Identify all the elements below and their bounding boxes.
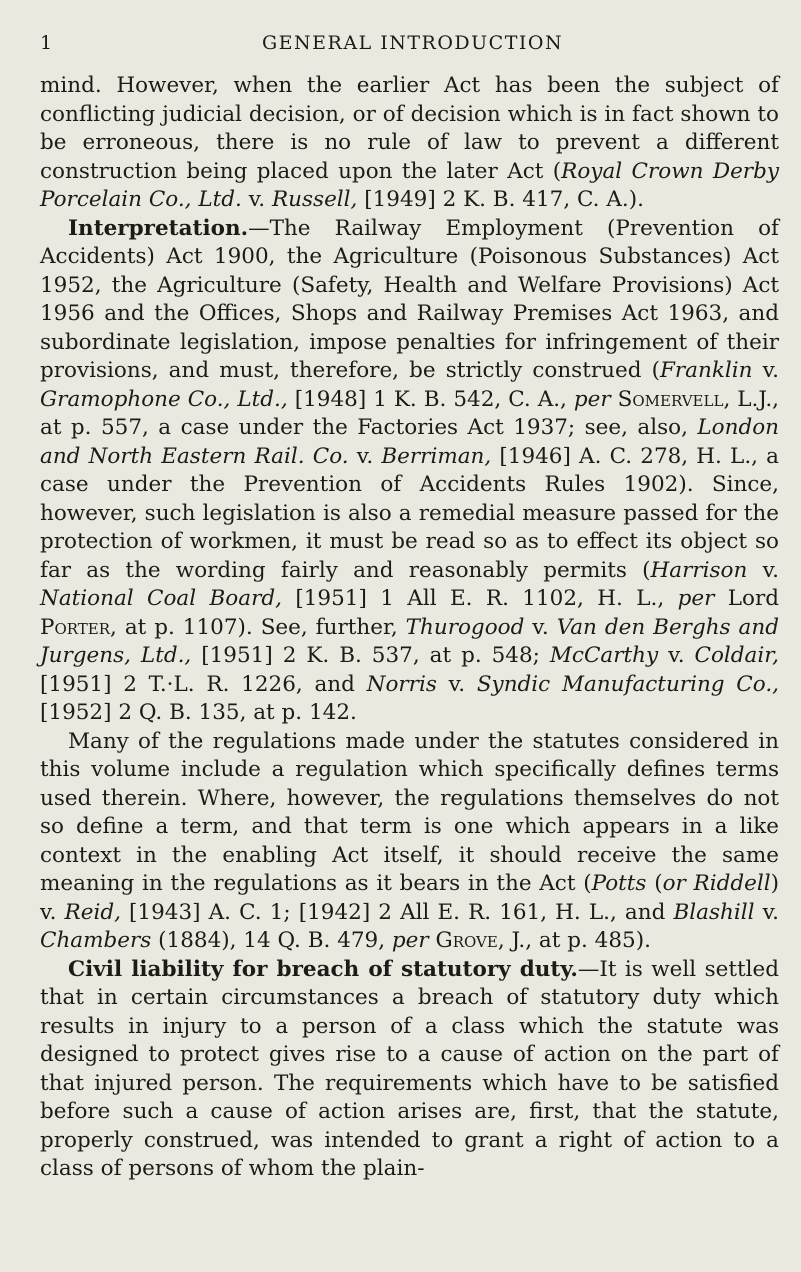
text-run: —The Railway Employment (Prevention of Accidents) Act 1900, the Agriculture (Poisonous Substances) Act 1952, the Agriculture (Safety, Health and Welfare Provisions) Act 1956 and the Offices, Shops and Railway Premises Act 1963, and subordinate legislation, impose penalties for infringement of their provisions, and must, therefore, be strictly construed ( [40, 215, 779, 383]
text-run: [1949] 2 K. B. 417, C. A.). [357, 187, 644, 212]
italic-run: Gramophone Co., Ltd., [40, 386, 288, 412]
italic-run: Reid, [64, 899, 121, 925]
text-run: [1946] A. C. 278, H. L., a case under the Prevention of Accidents Rules 1902). Since, however, such legislation is also a remedial measure passed for the protection of workmen, it must be read so as to effect its object so far as the wording fairly and reasonably permits ( [40, 443, 779, 583]
italic-run: Potts [591, 871, 647, 896]
name-small-caps: Grove [435, 928, 498, 953]
italic-run: Russell, [271, 187, 358, 212]
text-run [611, 387, 618, 412]
italic-run: London and North Eastern Rail. Co. [40, 415, 779, 469]
section-heading: Interpretation. [68, 215, 249, 241]
name-small-caps: Somervell [617, 386, 724, 412]
text-run: v. [658, 643, 695, 668]
text-run: v. [747, 557, 779, 583]
text-run: v. [754, 899, 779, 925]
running-header [40, 32, 779, 72]
text-run: v. [348, 443, 382, 469]
text-run: v. [524, 614, 557, 640]
text-run: v. [241, 187, 272, 212]
text-run: Lord [714, 586, 779, 611]
italic-run: Van den Berghs and Jurgens, Ltd., [40, 614, 779, 668]
italic-run: Franklin [659, 358, 753, 383]
text-run [429, 928, 436, 953]
text-run: , L.J., at p. 557, a case under the Factories Act 1937; see, also, [40, 386, 779, 440]
paragraph-civil-liability [40, 956, 779, 1184]
text-run: [1952] 2 Q. B. 135, at p. 142. [40, 700, 357, 725]
text-run: , at p. 1107). See, further, [110, 614, 406, 640]
paragraph-continuation [40, 72, 779, 215]
text-run: mind. However, when the earlier Act has been the subject of conflicting judicial decision, or of decision which is in fact shown to be erroneous, there is no rule of law to prevent a different construction being placed upon the later Act ( [40, 73, 779, 184]
paragraph-interpretation [40, 215, 779, 728]
italic-run: or Riddell [662, 871, 771, 896]
italic-run: Blashill [673, 899, 755, 925]
text-run: (1884), 14 Q. B. 479, [151, 928, 392, 953]
italic-run: Berriman, [381, 443, 492, 469]
text-run: Many of the regulations made under the statutes considered in this volume include a regulation which specifically defines terms used therein. Where, however, the regulations themselves do not so define a term, and that term is one which appears in a like context in the enabling Act itself, it should receive the same meaning in the regulations as it bears in the Act ( [40, 728, 779, 896]
text-run: —It is well settled that in certain circumstances a breach of statutory duty which results in injury to a person of a class which the statute was designed to protect gives rise to a cause of action on the part of that injured person. The requirements which have to be satisfied before such a cause of action arises are, first, that the statute, properly construed, was intended to grant a right of action to a class of persons of whom the plain- [40, 956, 780, 1181]
italic-run: Royal Crown Derby Porcelain Co., Ltd. [40, 158, 779, 212]
section-heading: Civil liability for breach of statutory duty. [68, 956, 578, 982]
italic-run: McCarthy [549, 643, 659, 668]
text-run: [1948] 1 K. B. 542, C. A., [287, 386, 574, 412]
italic-run: National Coal Board, [40, 586, 282, 611]
italic-run: Harrison [650, 557, 748, 583]
text-run: ) v. [40, 871, 779, 925]
italic-run: per [677, 586, 715, 611]
italic-run: per [573, 386, 611, 412]
italic-run: per [391, 928, 429, 953]
italic-run: Thurogood [405, 614, 525, 640]
italic-run: Norris [366, 671, 437, 697]
running-title: GENERAL INTRODUCTION [262, 32, 564, 54]
page-number: 1 [40, 32, 54, 54]
body-text [40, 72, 779, 1184]
text-run: [1951] 1 All E. R. 1102, H. L., [281, 586, 678, 611]
italic-run: Coldair, [694, 643, 779, 668]
italic-run: Syndic Manufacturing Co., [476, 671, 779, 697]
text-run: v. [752, 358, 780, 383]
text-run: ( [646, 871, 663, 896]
text-run: , J., at p. 485). [497, 928, 651, 953]
text-run: v. [436, 671, 477, 697]
italic-run: Chambers [40, 928, 152, 953]
text-run: [1943] A. C. 1; [1942] 2 All E. R. 161, H. L., and [120, 899, 674, 925]
text-run: [1951] 2 T.·L. R. 1226, and [40, 671, 367, 697]
paragraph-regulations [40, 728, 779, 956]
name-small-caps: Porter [40, 614, 111, 640]
text-run: [1951] 2 K. B. 537, at p. 548; [191, 643, 550, 668]
